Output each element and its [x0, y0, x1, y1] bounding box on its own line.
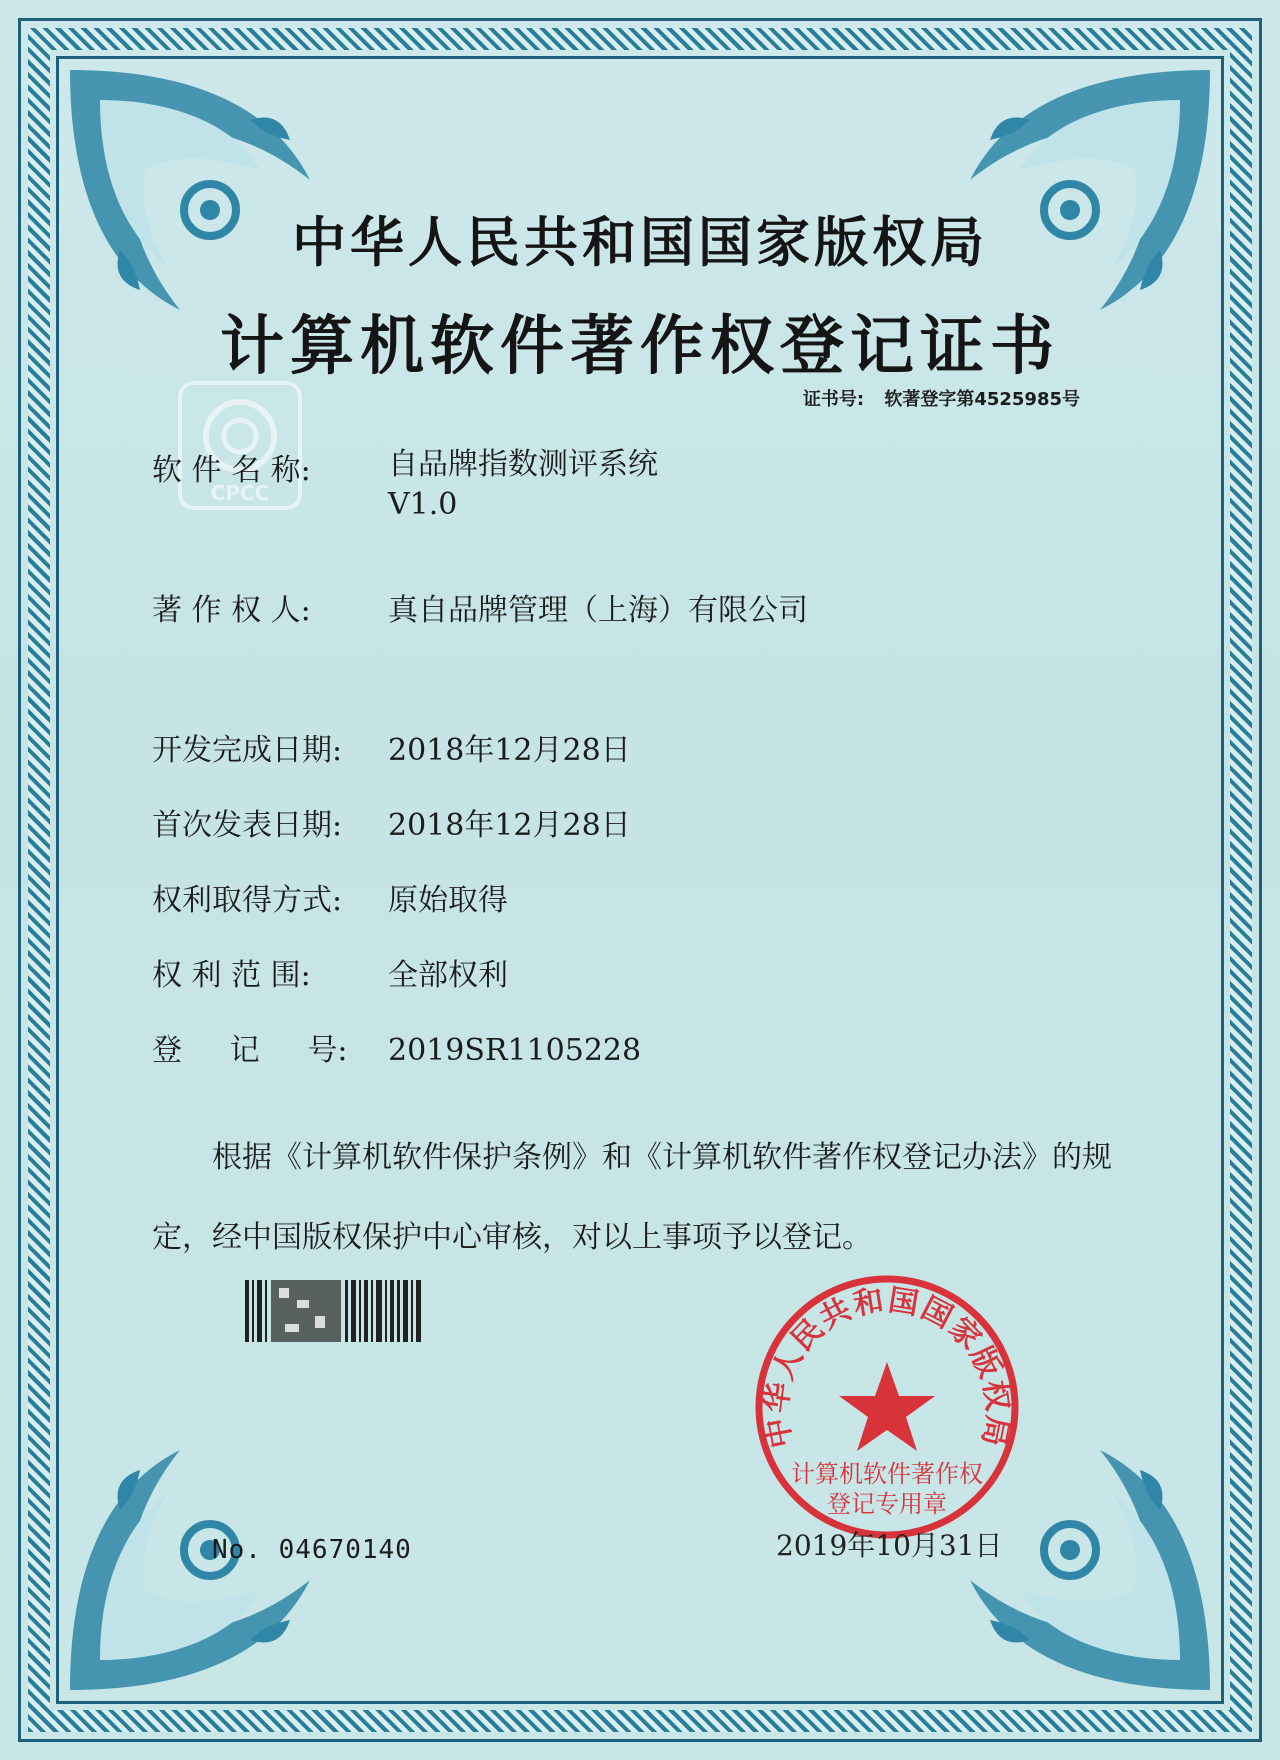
serial-number: No. 04670140 [212, 1535, 412, 1565]
software-name-row [152, 445, 658, 525]
star-icon [839, 1362, 935, 1451]
issue-date: 2019年10月31日 [776, 1529, 1003, 1562]
corner-ornament-top-right [960, 60, 1220, 320]
owner-value: 真自品牌管理（上海）有限公司 [388, 593, 808, 628]
cert-number-label: 证书号: [802, 389, 865, 410]
acquire-row [152, 875, 508, 919]
certificate-title: 计算机软件著作权登记证书 [220, 309, 1060, 384]
scope-value: 全部权利 [388, 958, 508, 993]
issuer-title: 中华人民共和国国家版权局 [292, 210, 988, 274]
registration-label: 登 记 号: [152, 1033, 348, 1068]
registration-row [152, 1025, 641, 1069]
dev-date-label: 开发完成日期: [152, 733, 343, 768]
acquire-value: 原始取得 [388, 883, 508, 918]
owner-label: 著 作 权 人: [152, 593, 311, 628]
dev-date-row [152, 725, 631, 769]
cert-number [803, 385, 1080, 411]
seal-line1: 计算机软件著作权 [791, 1460, 983, 1488]
seal-ring-text: 中华人民共和国国家版权局 [758, 1282, 1016, 1451]
official-seal [752, 1272, 1022, 1542]
pub-date-value: 2018年12月28日 [388, 808, 631, 843]
acquire-label: 权利取得方式: [152, 883, 343, 918]
scope-label: 权 利 范 围: [152, 958, 311, 993]
cert-number-value: 软著登字第4525985号 [884, 389, 1080, 410]
scope-row [152, 950, 508, 994]
pub-date-row [152, 800, 631, 844]
registration-statement: 根据《计算机软件保护条例》和《计算机软件著作权登记办法》的规定，经中国版权保护中心审核，对以上事项予以登记。 [152, 1140, 1112, 1255]
corner-ornament-top-left [60, 60, 320, 320]
barcode [245, 1280, 425, 1342]
software-name-value [388, 445, 658, 525]
svg-text:CPCC: CPCC [210, 481, 270, 505]
owner-row [152, 585, 808, 629]
pub-date-label: 首次发表日期: [152, 808, 343, 843]
software-name-line1: 自品牌指数测评系统 [388, 447, 658, 482]
corner-ornament-bottom-left [60, 1440, 320, 1700]
seal-line2: 登记专用章 [827, 1490, 947, 1518]
dev-date-value: 2018年12月28日 [388, 733, 631, 768]
software-name-label: 软 件 名 称: [152, 453, 311, 488]
registration-value: 2019SR1105228 [388, 1033, 642, 1068]
software-version: V1.0 [388, 487, 458, 522]
